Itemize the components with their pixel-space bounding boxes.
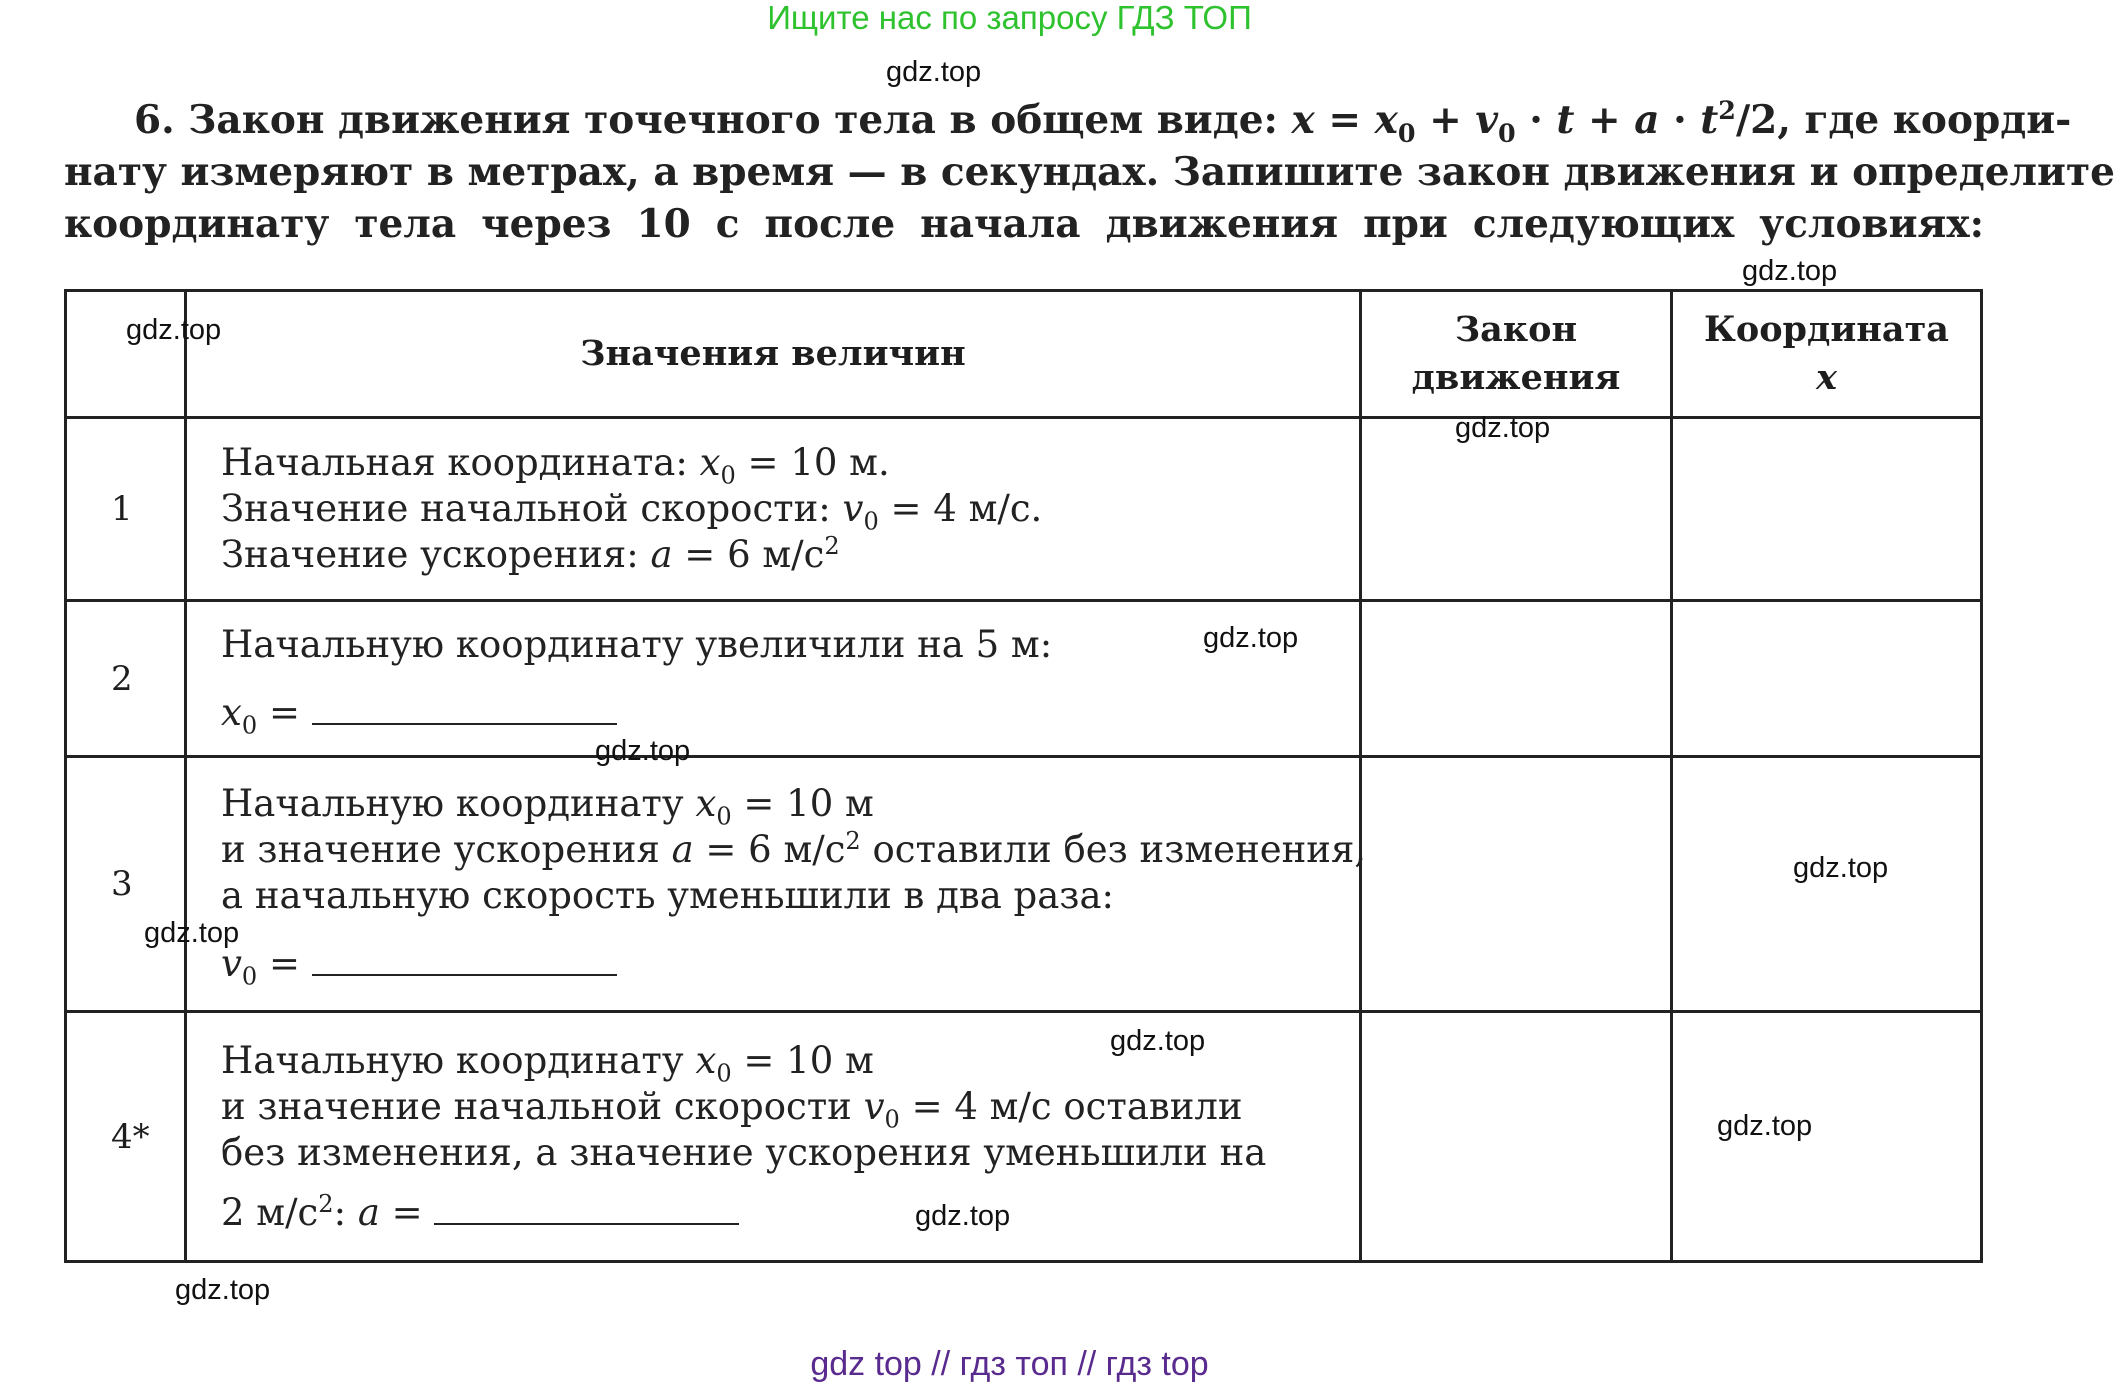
- watermark: gdz.top: [144, 917, 240, 949]
- task-line-2: нату измеряют в метрах, а время — в секундах. Запишите закон движения и определите: [64, 149, 2115, 195]
- watermark: gdz.top: [175, 1274, 271, 1306]
- watermark: gdz.top: [1203, 622, 1299, 654]
- x0-answer-blank[interactable]: [312, 693, 617, 725]
- row-conditions: Начальную координату $x_0 = 10$ м и значение начальной скорости $v_0 = 4$ м/с оставили без изменения, а значение ускорения уменьшили на 2 $м/с^2$: a =: [186, 1012, 1361, 1262]
- coordinate-answer-cell[interactable]: [1672, 601, 1982, 757]
- table-row: [66, 601, 1982, 757]
- row-number: 4*: [66, 1012, 186, 1262]
- table-row: [66, 757, 1982, 1012]
- table-row: [66, 1012, 1982, 1262]
- watermark: gdz.top: [1455, 412, 1551, 444]
- watermark: gdz.top: [1717, 1110, 1813, 1142]
- row-number: 1: [66, 418, 186, 601]
- watermark: gdz.top: [595, 735, 691, 767]
- table-header-row: [66, 291, 1982, 418]
- row-conditions: Начальную координату $x_0 = 10$ м и значение ускорения a = 6 $м/с^2$ оставили без изменения, а начальную скорость уменьшили в два раза: $v_0$ =: [186, 757, 1361, 1012]
- task-line-3: координату тела через 10 с после начала движения при следующих условиях:: [64, 201, 1984, 247]
- coordinate-answer-cell[interactable]: [1672, 418, 1982, 601]
- law-answer-cell[interactable]: [1361, 601, 1672, 757]
- law-answer-cell[interactable]: [1361, 418, 1672, 601]
- watermark: gdz.top: [1742, 255, 1838, 287]
- motion-formula: x: [1291, 97, 1315, 143]
- row-conditions: Начальную координату увеличили на 5 м: $x_0$ =: [186, 601, 1361, 757]
- watermark: gdz.top: [126, 314, 222, 346]
- coordinate-answer-cell[interactable]: [1672, 757, 1982, 1012]
- bottom-banner[interactable]: gdz top // гдз топ // гдз top: [810, 1345, 1209, 1383]
- row-number: 2: [66, 601, 186, 757]
- watermark: gdz.top: [886, 56, 982, 88]
- header-num-cell: [66, 291, 186, 418]
- task-table: [64, 289, 1983, 1263]
- header-law: Закон движения: [1361, 291, 1672, 418]
- top-banner[interactable]: Ищите нас по запросу ГДЗ ТОП: [767, 0, 1252, 36]
- task-statement: [64, 94, 2115, 250]
- watermark: gdz.top: [1793, 852, 1889, 884]
- watermark: gdz.top: [915, 1200, 1011, 1232]
- row-conditions: Начальная координата: $x_0 = 10$ м. Значение начальной скорости: $v_0 = 4$ м/с. Значение ускорения: a = 6 $м/с^2$: [186, 418, 1361, 601]
- task-number: 6.: [134, 97, 175, 143]
- header-values: Значения величин: [186, 291, 1361, 418]
- law-answer-cell[interactable]: [1361, 757, 1672, 1012]
- task-line-1: 6. Закон движения точечного тела в общем виде: $x = x_0 + v_0 \cdot t + a \cdot t^2/2$, где коорди-: [134, 95, 2072, 148]
- header-coordinate: Координата x: [1672, 291, 1982, 418]
- row-number: 3: [66, 757, 186, 1012]
- law-answer-cell[interactable]: [1361, 1012, 1672, 1262]
- table-row: [66, 418, 1982, 601]
- a-answer-blank[interactable]: [434, 1193, 739, 1225]
- v0-answer-blank[interactable]: [312, 944, 617, 976]
- watermark: gdz.top: [1110, 1025, 1206, 1057]
